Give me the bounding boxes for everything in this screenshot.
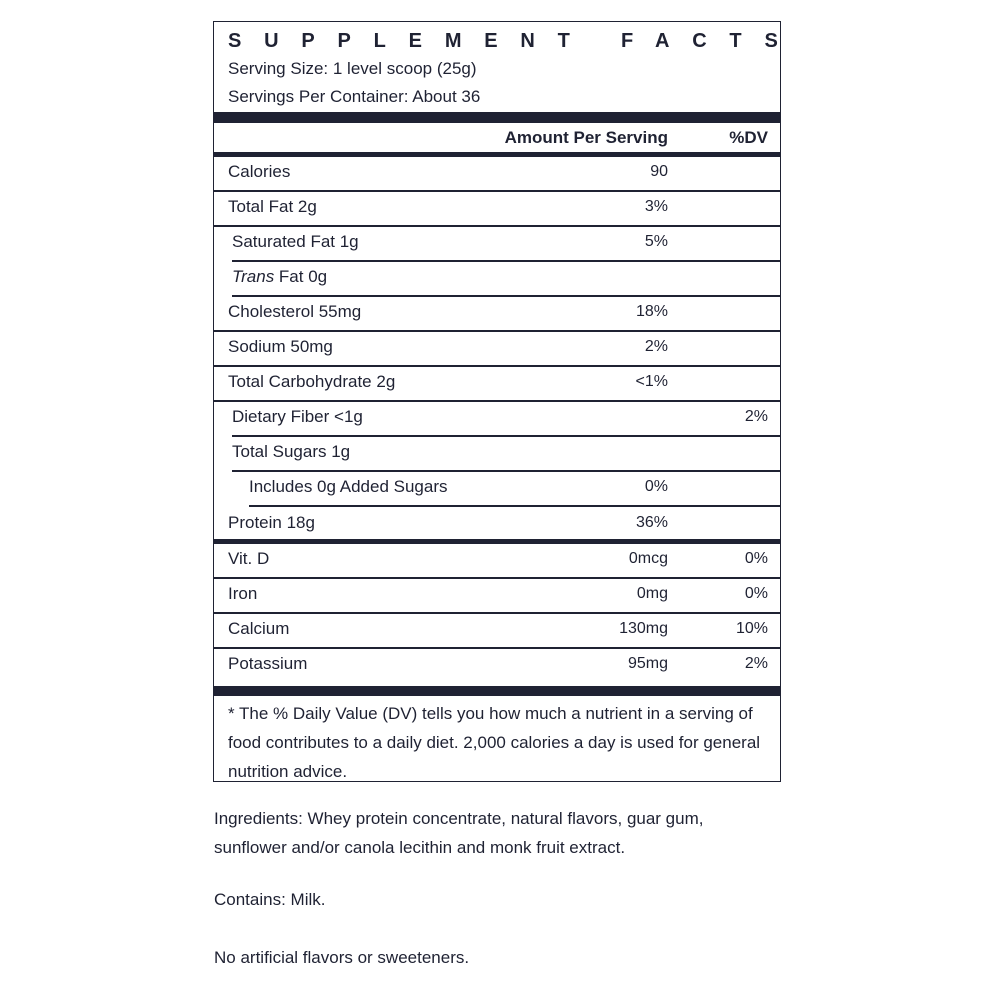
nutrient-amount: <1% (635, 373, 668, 390)
nutrient-amount: 0% (644, 478, 668, 495)
nutrient-dv: 0% (744, 585, 768, 602)
nutrient-row (214, 156, 780, 191)
nutrient-label: Includes 0g Added Sugars (249, 477, 448, 496)
allergen-statement: Contains: Milk. (214, 890, 326, 909)
column-amount-header: Amount Per Serving (504, 128, 668, 147)
nutrient-amount: 90 (650, 163, 668, 180)
nutrient-row (214, 613, 780, 648)
trans-fat-label: Fat 0g (274, 267, 328, 286)
nutrient-label: Total Carbohydrate 2g (228, 372, 396, 391)
nutrient-row (214, 366, 780, 401)
nutrient-label: Sodium 50mg (228, 337, 333, 356)
ingredients-text: Ingredients: Whey protein concentrate, natural flavors, guar gum, sunflower and/or canola lecithin and monk fruit extract. (214, 809, 704, 857)
nutrient-label: Dietary Fiber <1g (232, 407, 363, 426)
nutrient-amount: 0mcg (628, 550, 668, 567)
nutrient-label: Cholesterol 55mg (228, 302, 362, 321)
thick-divider (213, 112, 781, 123)
servings-per-container: Servings Per Container: About 36 (228, 87, 481, 106)
nutrient-row (214, 401, 780, 436)
nutrient-row (214, 436, 780, 471)
nutrient-amount: 95mg (627, 655, 668, 672)
nutrient-row (214, 331, 780, 366)
nutrient-amount: 18% (635, 303, 668, 320)
nutrient-row (214, 471, 780, 506)
claims-statement: No artificial flavors or sweeteners. (214, 948, 470, 967)
nutrient-row (214, 226, 780, 261)
nutrient-label: Saturated Fat 1g (232, 232, 359, 251)
nutrient-row (214, 191, 780, 226)
serving-size: Serving Size: 1 level scoop (25g) (228, 59, 477, 78)
panel-title: SUPPLEMENT FACTS (228, 30, 801, 52)
nutrient-row (214, 261, 780, 296)
nutrient-dv: 2% (744, 408, 768, 425)
nutrient-label: Protein 18g (228, 513, 315, 532)
nutrient-amount: 0mg (636, 585, 668, 602)
nutrient-row (214, 543, 780, 578)
nutrient-label (232, 267, 327, 287)
nutrient-amount: 36% (635, 514, 668, 531)
nutrient-dv: 0% (744, 550, 768, 567)
nutrient-label: Total Sugars 1g (232, 442, 351, 461)
nutrient-label: Calcium (228, 619, 290, 638)
supplement-facts-panel (213, 21, 801, 782)
nutrient-dv: 10% (735, 620, 768, 637)
nutrient-label: Iron (228, 584, 258, 603)
daily-value-footnote: * The % Daily Value (DV) tells you how much a nutrient in a serving of food contributes to a daily diet. 2,000 calories a day is used for general nutrition advice. (228, 704, 761, 781)
nutrient-label: Potassium (228, 654, 308, 673)
column-dv-header: %DV (729, 128, 768, 147)
trans-italic-label: Trans (232, 267, 275, 286)
nutrient-row (214, 578, 780, 613)
nutrient-amount: 3% (644, 198, 668, 215)
column-header (214, 124, 780, 154)
nutrient-row (214, 648, 780, 683)
nutrient-label: Total Fat 2g (228, 197, 317, 216)
nutrient-amount: 130mg (619, 620, 668, 637)
nutrient-row (214, 507, 780, 542)
nutrient-label: Vit. D (228, 549, 270, 568)
nutrient-row (214, 296, 780, 331)
thick-divider (213, 686, 781, 696)
nutrient-label: Calories (228, 162, 291, 181)
nutrient-dv: 2% (744, 655, 768, 672)
nutrient-amount: 2% (644, 338, 668, 355)
nutrient-amount: 5% (644, 233, 668, 250)
